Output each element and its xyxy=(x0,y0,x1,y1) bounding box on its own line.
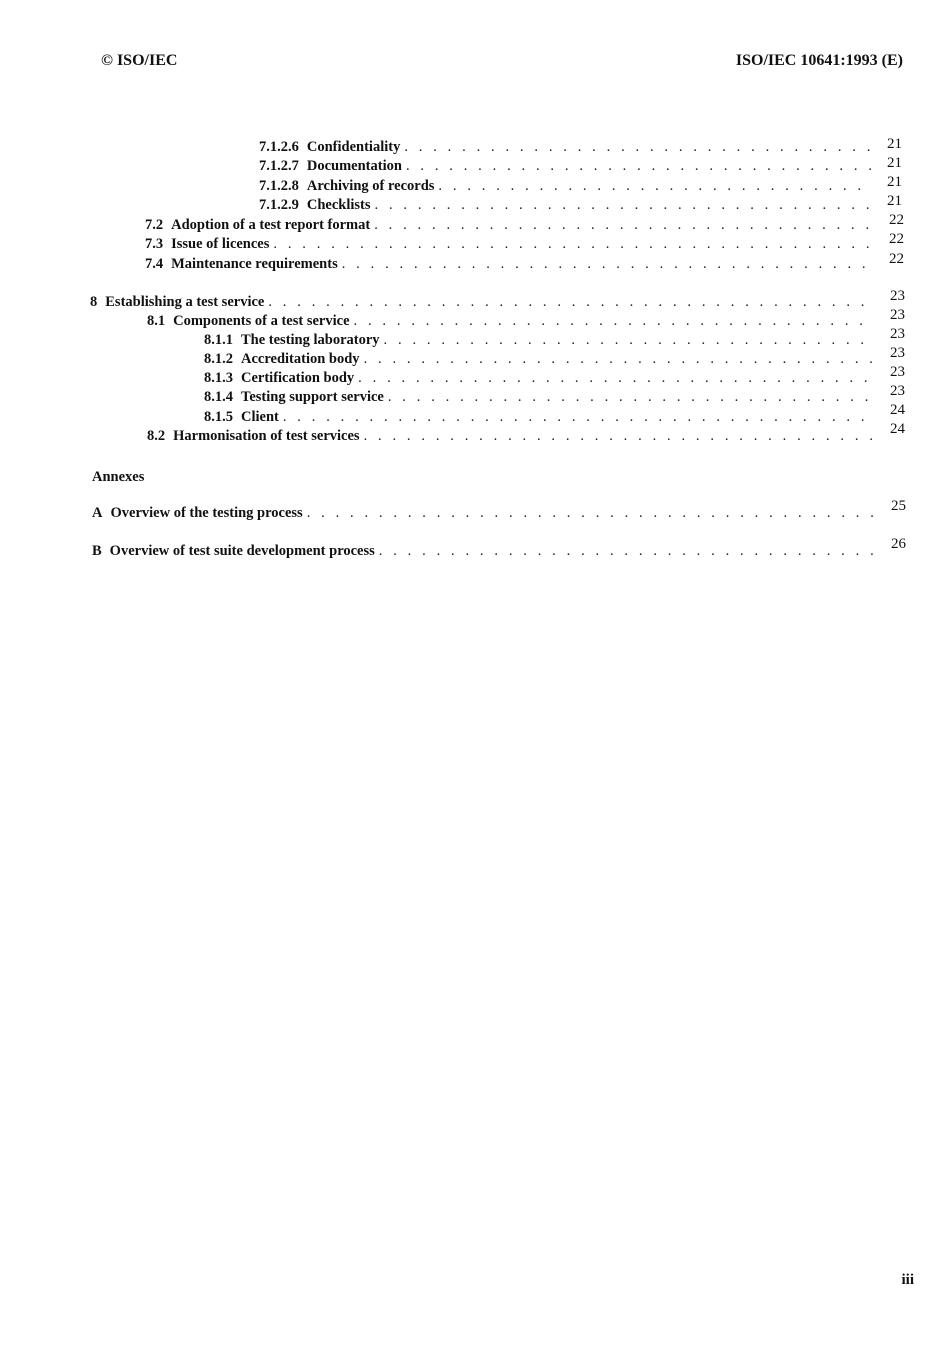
toc-entry-page: 22 xyxy=(889,251,904,267)
toc-entry-title: Issue of licences xyxy=(171,236,270,252)
toc-entry-title: Adoption of a test report format xyxy=(171,217,371,233)
toc-entry[interactable] xyxy=(147,312,872,331)
toc-entry-page: 22 xyxy=(889,231,904,247)
toc-entry-number: 8.1.5 xyxy=(204,409,233,425)
toc-entry-page: 23 xyxy=(890,307,905,323)
toc-entry-number: 8.1.1 xyxy=(204,332,233,348)
toc-entry-title: Confidentiality xyxy=(306,139,401,155)
toc-entry-page: 25 xyxy=(891,498,906,514)
toc-entry[interactable] xyxy=(204,350,872,369)
toc-entry-page: 26 xyxy=(891,536,906,552)
toc-entry-title: Certification body xyxy=(241,370,355,386)
toc-leader-dots xyxy=(438,177,871,196)
toc-entry[interactable] xyxy=(259,177,871,196)
toc-leader-dots xyxy=(374,216,871,235)
toc-entry-title: Archiving of records xyxy=(306,178,435,194)
toc-annex-entry[interactable] xyxy=(92,542,873,561)
toc-entry-title: Harmonisation of test services xyxy=(173,428,360,444)
toc-entry-page: 21 xyxy=(887,155,902,171)
toc-entry-number: A xyxy=(92,505,103,521)
toc-entry[interactable] xyxy=(204,331,872,350)
toc-entry-number: 8.2 xyxy=(147,428,166,444)
toc-entry[interactable] xyxy=(204,388,872,407)
toc-entry-title: Overview of the testing process xyxy=(110,505,303,521)
toc-entry-title: Accreditation body xyxy=(241,351,360,367)
toc-entry-page: 22 xyxy=(889,212,904,228)
toc-entry-number: 7.1.2.8 xyxy=(259,178,299,194)
toc-entry-title: Checklists xyxy=(306,197,371,213)
toc-leader-dots xyxy=(354,312,872,331)
toc-entry-number: 8.1 xyxy=(147,313,166,329)
toc-entry-number: 7.1.2.7 xyxy=(259,158,299,174)
toc-entry-page: 23 xyxy=(890,364,905,380)
header-copyright: © ISO/IEC xyxy=(101,52,178,69)
toc-leader-dots xyxy=(268,293,872,312)
toc-entry-page: 21 xyxy=(887,136,902,152)
toc-entry-number: 7.2 xyxy=(145,217,164,233)
toc-leader-dots xyxy=(375,196,871,215)
toc-entry-title: Maintenance requirements xyxy=(171,256,338,272)
header-document-id: ISO/IEC 10641:1993 (E) xyxy=(735,52,903,69)
toc-entry-page: 23 xyxy=(890,288,905,304)
toc-entry-title: Documentation xyxy=(306,158,402,174)
toc-leader-dots xyxy=(404,138,871,157)
toc-entry[interactable] xyxy=(145,216,871,235)
toc-leader-dots xyxy=(273,235,871,254)
toc-entry-number: 8.1.2 xyxy=(204,351,233,367)
annexes-heading: Annexes xyxy=(92,469,145,485)
toc-entry[interactable] xyxy=(145,255,871,274)
toc-leader-dots xyxy=(342,255,871,274)
toc-entry-number: 8 xyxy=(90,294,98,310)
toc-entry-number: 7.1.2.9 xyxy=(259,197,299,213)
toc-entry-number: 7.1.2.6 xyxy=(259,139,299,155)
toc-entry-title: Establishing a test service xyxy=(105,294,265,310)
toc-entry-title: Client xyxy=(241,409,279,425)
toc-leader-dots xyxy=(379,542,873,561)
toc-entry-number: 8.1.4 xyxy=(204,389,233,405)
toc-entry-page: 21 xyxy=(887,174,902,190)
toc-leader-dots xyxy=(384,331,872,350)
page-number: iii xyxy=(901,1272,914,1288)
toc-entry-number: 7.4 xyxy=(145,256,164,272)
toc-entry-title: Components of a test service xyxy=(173,313,350,329)
toc-entry[interactable] xyxy=(259,157,871,176)
toc-entry[interactable] xyxy=(147,427,872,446)
toc-entry-page: 23 xyxy=(890,326,905,342)
toc-entry[interactable] xyxy=(259,138,871,157)
toc-entry-title: Testing support service xyxy=(241,389,384,405)
toc-leader-dots xyxy=(388,388,872,407)
toc-leader-dots xyxy=(364,350,872,369)
toc-entry-number: B xyxy=(92,543,102,559)
toc-entry[interactable] xyxy=(145,235,871,254)
toc-entry-number: 7.3 xyxy=(145,236,164,252)
toc-leader-dots xyxy=(358,369,872,388)
toc-leader-dots xyxy=(283,408,872,427)
toc-annex-entry[interactable] xyxy=(92,504,873,523)
toc-leader-dots xyxy=(307,504,873,523)
toc-entry-title: The testing laboratory xyxy=(241,332,380,348)
toc-entry-page: 23 xyxy=(890,383,905,399)
toc-entry[interactable] xyxy=(259,196,871,215)
toc-entry[interactable] xyxy=(90,293,872,312)
toc-entry-title: Overview of test suite development process xyxy=(109,543,375,559)
toc-entry-page: 24 xyxy=(890,402,905,418)
toc-entry-page: 23 xyxy=(890,345,905,361)
toc-leader-dots xyxy=(406,157,871,176)
toc-entry[interactable] xyxy=(204,369,872,388)
toc-entry-number: 8.1.3 xyxy=(204,370,233,386)
toc-entry-page: 21 xyxy=(887,193,902,209)
toc-leader-dots xyxy=(364,427,872,446)
toc-entry-page: 24 xyxy=(890,421,905,437)
toc-entry[interactable] xyxy=(204,408,872,427)
